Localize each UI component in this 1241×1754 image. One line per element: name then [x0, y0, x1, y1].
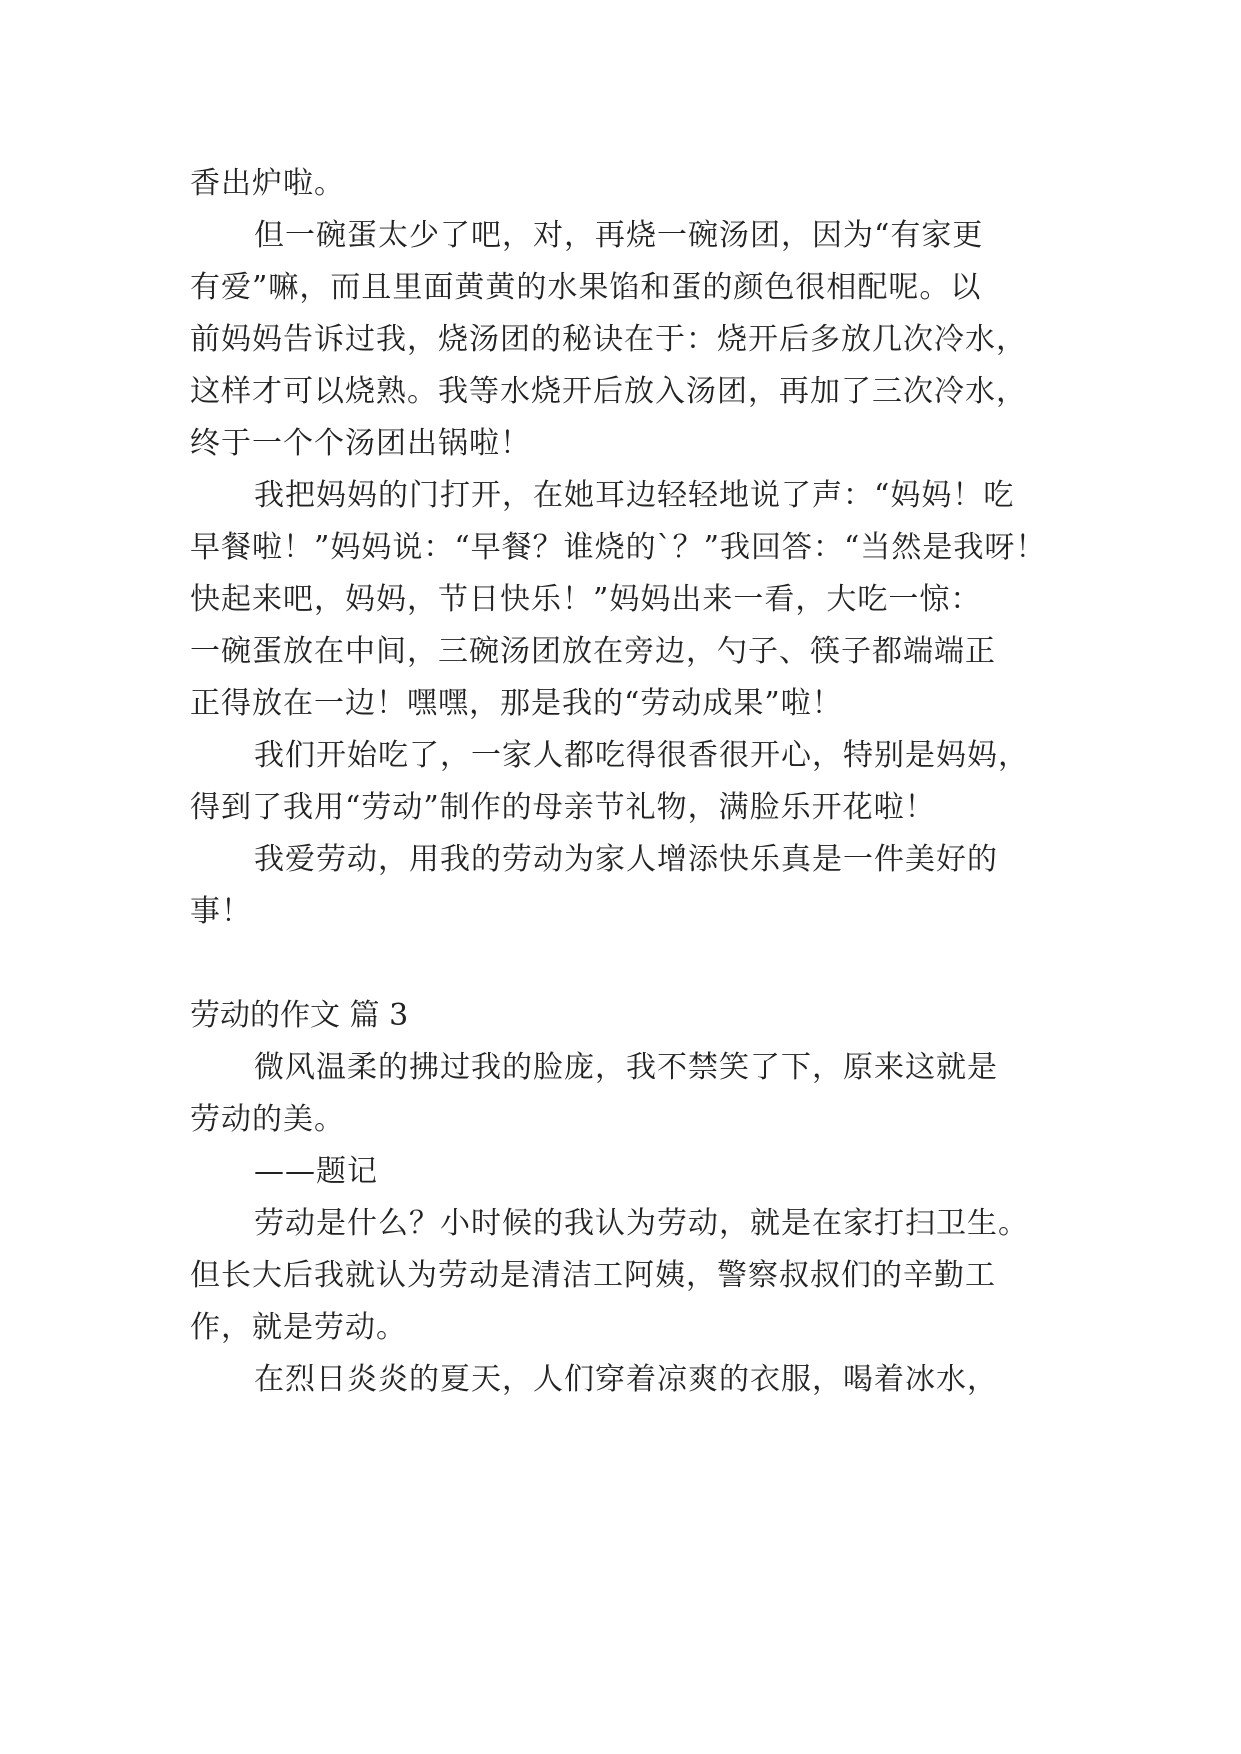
- paragraph-line: 快起来吧，妈妈，节日快乐！”妈妈出来一看，大吃一惊：: [190, 582, 982, 617]
- paragraph-line: 得到了我用“劳动”制作的母亲节礼物，满脸乐开花啦！: [190, 790, 936, 825]
- section-spacer: [190, 938, 1056, 990]
- paragraph-line: 前妈妈告诉过我，烧汤团的秘诀在于：烧开后多放几次冷水，: [190, 322, 1027, 357]
- paragraph-line: 微风温柔的拂过我的脸庞，我不禁笑了下，原来这就是: [254, 1050, 998, 1085]
- paragraph-line: 劳动是什么？小时候的我认为劳动，就是在家打扫卫生。: [254, 1206, 1029, 1241]
- paragraph-line: 劳动的美。: [190, 1102, 345, 1137]
- paragraph-line: 这样才可以烧熟。我等水烧开后放入汤团，再加了三次冷水，: [190, 374, 1027, 409]
- epigraph-line: ——题记: [254, 1154, 378, 1189]
- paragraph-line: 事！: [190, 894, 252, 929]
- paragraph-line: 终于一个个汤团出锅啦！: [190, 426, 531, 461]
- paragraph-line: 香出炉啦。: [190, 166, 345, 201]
- paragraph-line: 作，就是劳动。: [190, 1310, 407, 1345]
- paragraph-line: 我们开始吃了，一家人都吃得很香很开心，特别是妈妈，: [254, 738, 1029, 773]
- paragraph-line: 有爱”嘛，而且里面黄黄的水果馅和蛋的颜色很相配呢。以: [190, 270, 982, 305]
- paragraph-line: 早餐啦！”妈妈说：“早餐？谁烧的`？”我回答：“当然是我呀！: [190, 530, 1047, 565]
- paragraph-line: 一碗蛋放在中间，三碗汤团放在旁边，勺子、筷子都端端正: [190, 634, 996, 669]
- section-heading: 劳动的作文 篇 3: [190, 998, 409, 1033]
- paragraph-line: 但一碗蛋太少了吧，对，再烧一碗汤团，因为“有家更: [254, 218, 984, 253]
- paragraph-line: 我把妈妈的门打开，在她耳边轻轻地说了声：“妈妈！吃: [254, 478, 1015, 513]
- document-page: [190, 158, 1056, 1406]
- paragraph-line: 在烈日炎炎的夏天，人们穿着凉爽的衣服，喝着冰水，: [254, 1362, 998, 1397]
- paragraph-line: 我爱劳动，用我的劳动为家人增添快乐真是一件美好的: [254, 842, 998, 877]
- paragraph-line: 但长大后我就认为劳动是清洁工阿姨，警察叔叔们的辛勤工: [190, 1258, 996, 1293]
- paragraph-line: 正得放在一边！嘿嘿，那是我的“劳动成果”啦！: [190, 686, 843, 721]
